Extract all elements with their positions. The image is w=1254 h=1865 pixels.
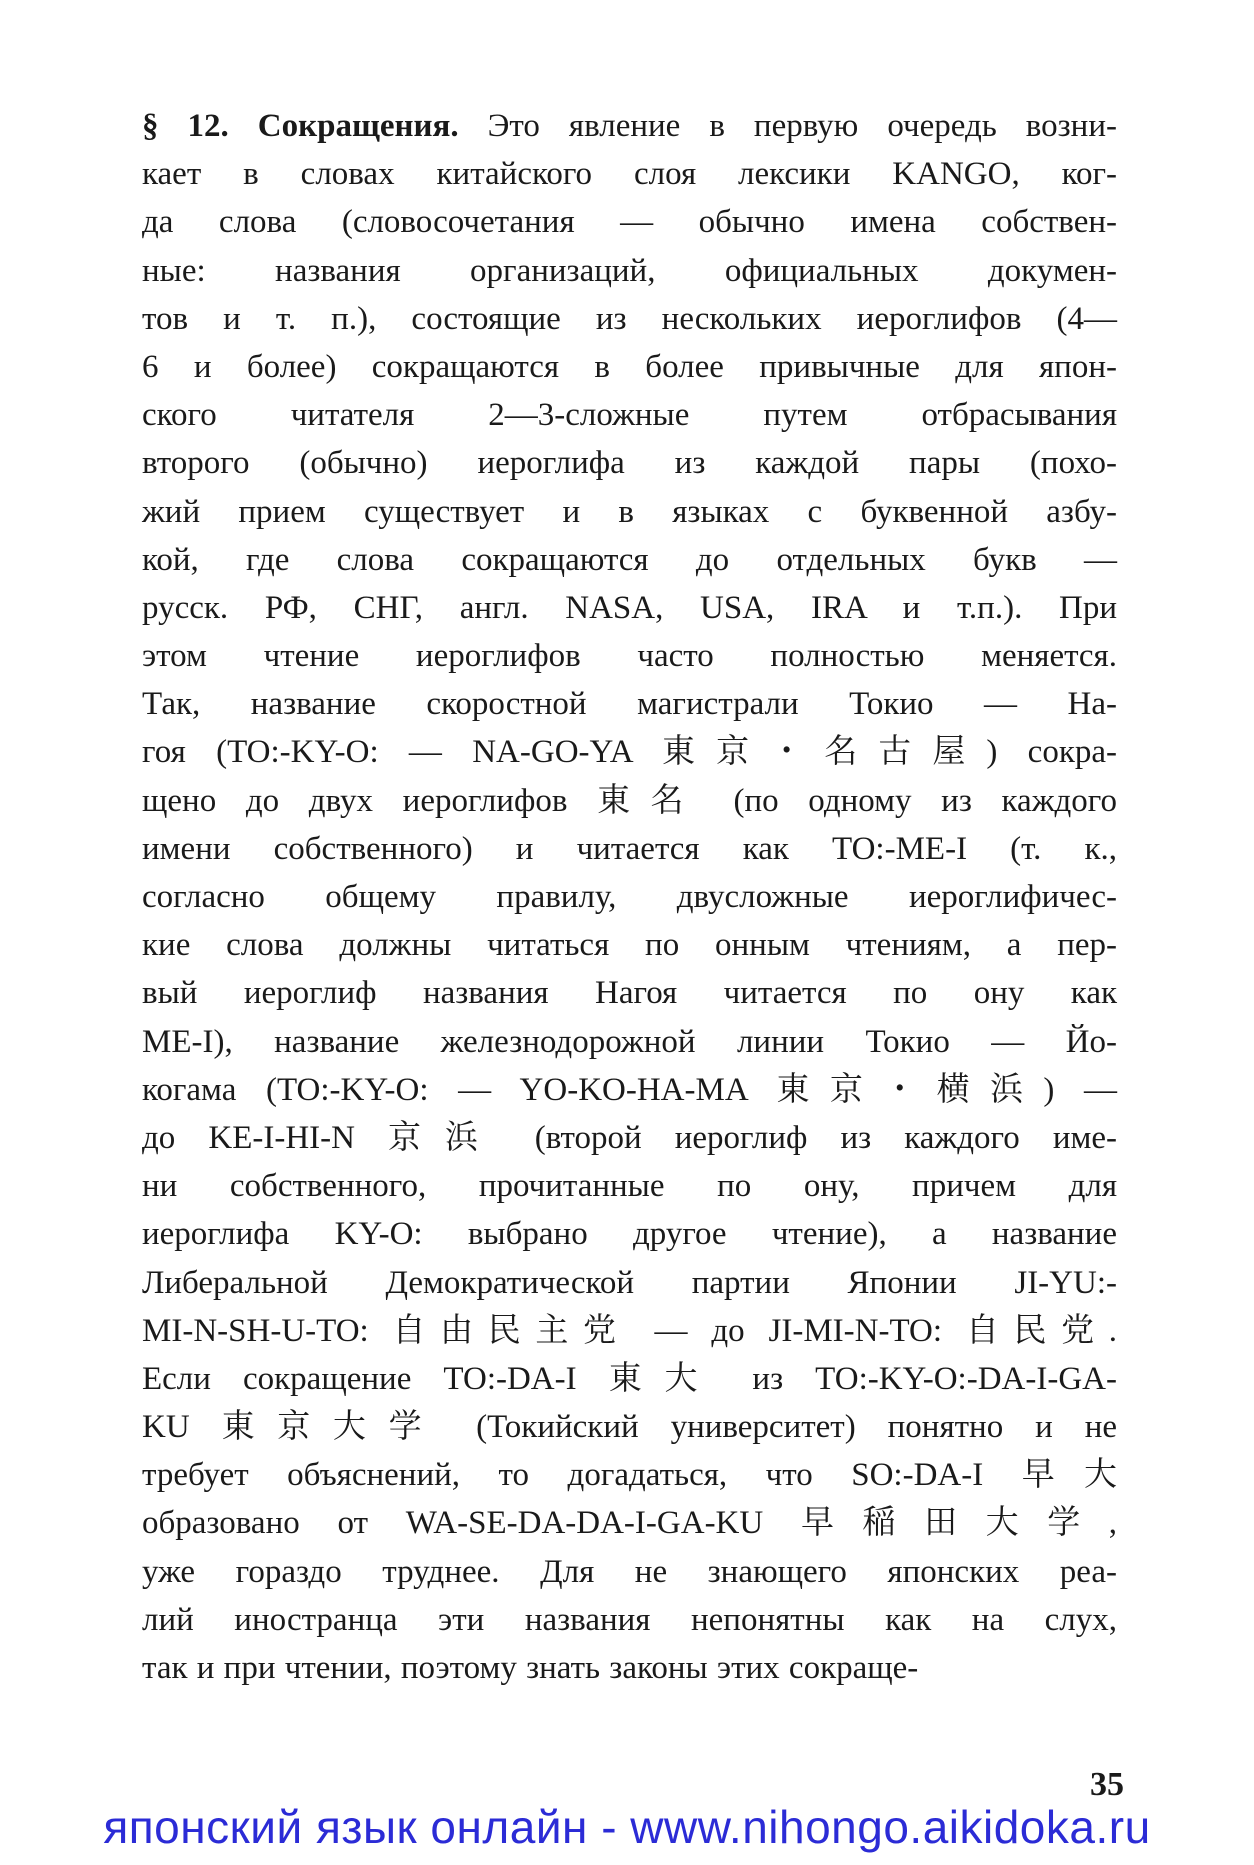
text-line-last: так и при чтении, поэтому знать законы этих сокраще- [142,1650,919,1686]
text-line: имени собственного) и читается как TO:-ME-I (т. к., [142,830,1117,867]
text-line: русск. РФ, СНГ, англ. NASA, USA, IRA и т.п.). При [142,589,1117,626]
text-line: ни собственного, прочитанные по ону, причем для [142,1168,1117,1205]
text-line: кает в словах китайского слоя лексики KANGO, ког- [142,156,1117,193]
text-line: иероглифа KY-O: выбрано другое чтение), а название [142,1216,1117,1253]
text-line: ные: названия организаций, официальных докумен- [142,252,1117,289]
text-line: щено до двух иероглифов 東名 (по одному из каждого [142,782,1117,819]
text-line: лий иностранца эти названия непонятны как на слух, [142,1601,1117,1638]
text-line: согласно общему правилу, двусложные иероглифичес- [142,879,1117,915]
text-line: этом чтение иероглифов часто полностью меняется. [142,638,1117,675]
text-line: жий прием существует и в языках с буквенной азбу- [142,493,1117,530]
text-line: кой, где слова сокращаются до отдельных букв — [142,541,1117,578]
text-line: MI-N-SH-U-TO: 自由民主党 — до JI-MI-N-TO: 自民党. [142,1312,1117,1349]
text-line: Либеральной Демократической партии Японии JI-YU:- [142,1264,1117,1301]
text-line: 6 и более) сокращаются в более привычные для япон- [142,348,1117,385]
section-12-text [142,102,1117,1692]
text-line: да слова (словосочетания — обычно имена собствен- [142,204,1117,241]
first-line-text: Это явление в первую очередь возни- [487,108,1117,144]
first-line [142,102,1117,150]
page-number: 35 [1090,1766,1124,1803]
text-line: до KE-I-HI-N 京浜 (второй иероглиф из каждого име- [142,1119,1117,1156]
text-line: Если сокращение TO:-DA-I 東大 из TO:-KY-O:-DA-I-GA- [142,1360,1117,1397]
text-line: Так, название скоростной магистрали Токио — На- [142,686,1117,723]
text-line: образовано от WA-SE-DA-DA-I-GA-KU 早稲田大学, [142,1505,1117,1542]
text-line: требует объяснений, то догадаться, что SO:-DA-I 早大 [142,1457,1117,1494]
text-line: тов и т. п.), состоящие из нескольких иероглифов (4— [142,300,1117,337]
text-line: гоя (TO:-KY-O: — NA-GO-YA 東京・名古屋) сокра- [142,734,1117,771]
section-heading: § 12. Сокращения. [142,108,459,144]
text-line: KU 東京大学 (Токийский университет) понятно и не [142,1409,1117,1446]
text-line: ME-I), название железнодорожной линии Токио — Йо- [142,1023,1117,1060]
text-line: кие слова должны читаться по онным чтениям, а пер- [142,927,1117,964]
text-line: когама (TO:-KY-O: — YO-KO-HA-MA 東京・横浜) — [142,1071,1117,1108]
text-line: второго (обычно) иероглифа из каждой пары (похо- [142,445,1117,482]
site-watermark: японский язык онлайн - www.nihongo.aikidoka.ru [103,1801,1151,1853]
text-line: ского читателя 2—3-сложные путем отбрасывания [142,397,1117,434]
text-line: уже гораздо труднее. Для не знающего японских реа- [142,1553,1117,1590]
text-line: вый иероглиф названия Нагоя читается по ону как [142,975,1117,1012]
